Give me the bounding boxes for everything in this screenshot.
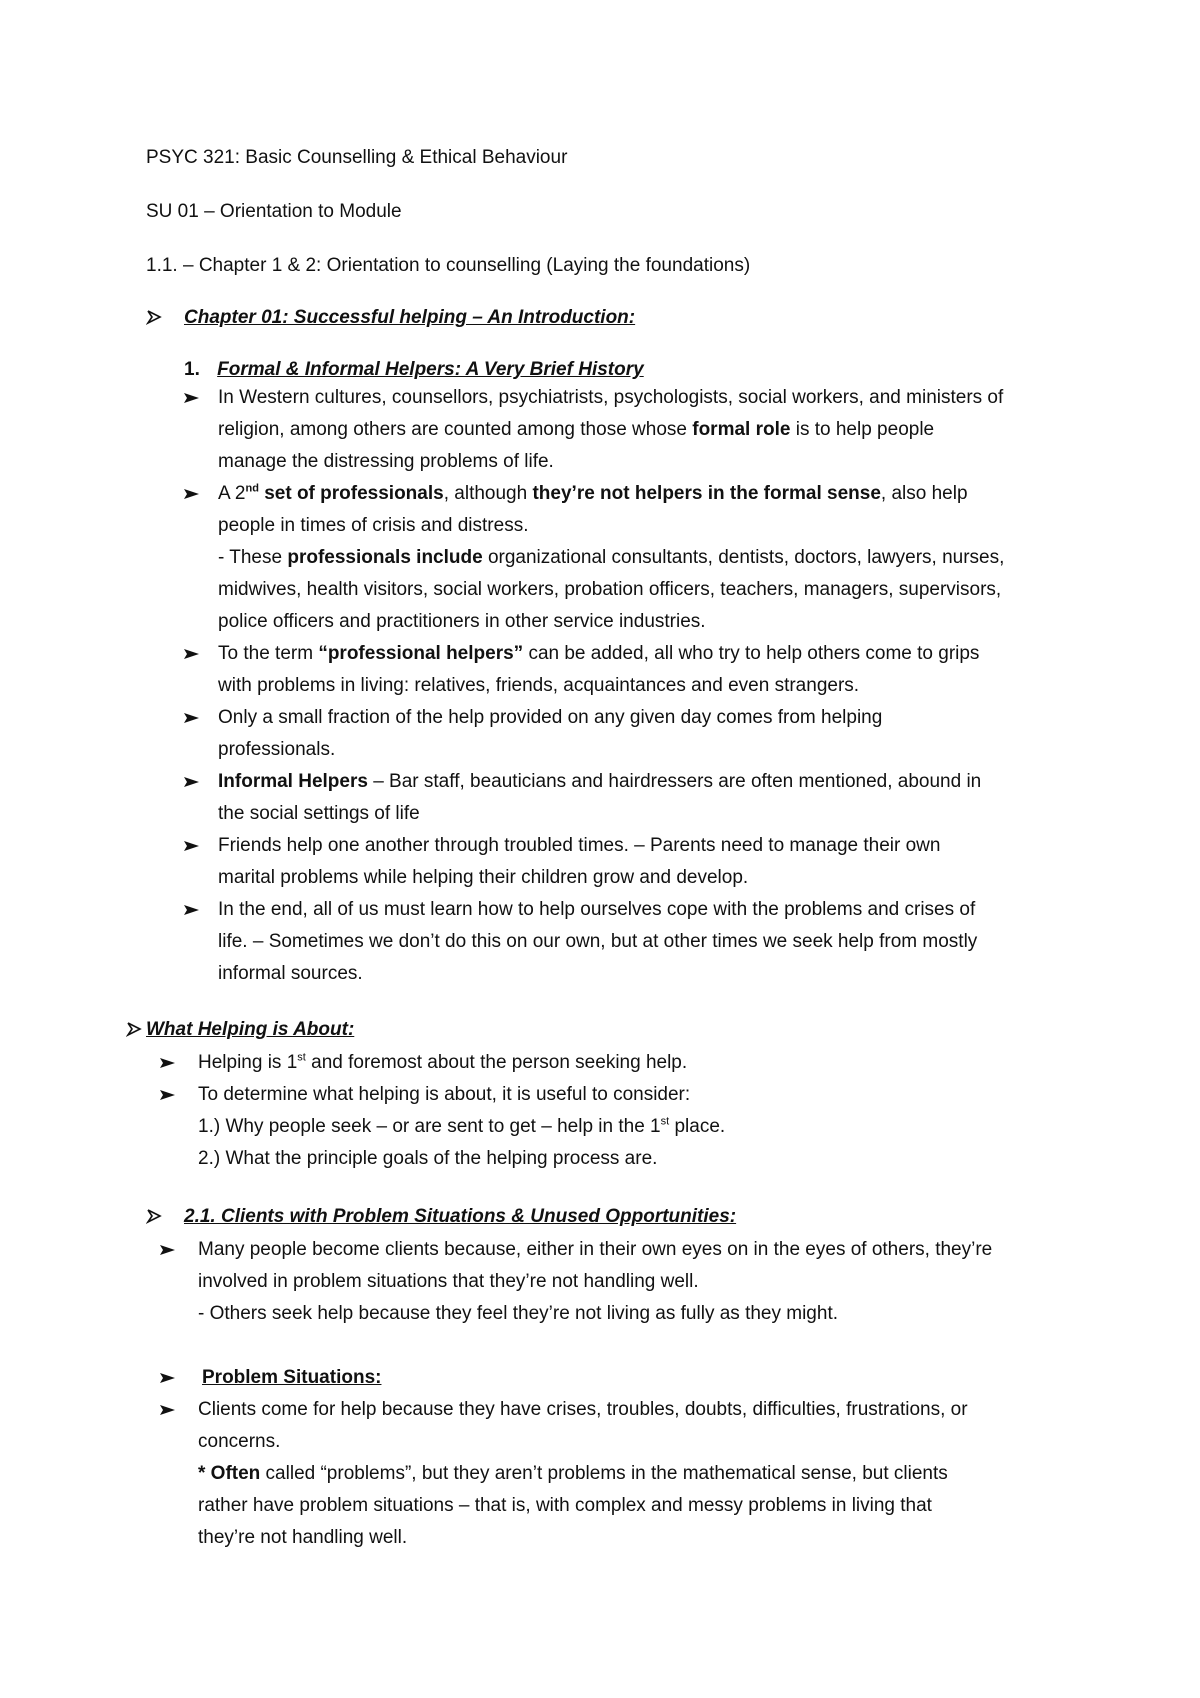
bullet-text: In the end, all of us must learn how to help ourselves cope with the problems and crises of [218, 899, 976, 920]
bullet-text: To determine what helping is about, it is useful to consider: [198, 1084, 691, 1105]
bullet-text: Clients come for help because they have crises, troubles, doubts, difficulties, frustrations, or [198, 1399, 968, 1420]
helping-heading: What Helping is About: [146, 1019, 355, 1040]
pointer-bullet-icon [184, 648, 200, 660]
bullet-text: religion, among others are counted among those whose formal role is to help people [218, 419, 935, 440]
bullet-text: rather have problem situations – that is, with complex and messy problems in living that [198, 1495, 932, 1516]
arrowhead-bullet-icon [126, 1021, 142, 1037]
pointer-bullet-icon [184, 840, 200, 852]
bullet-text: they’re not handling well. [198, 1527, 408, 1548]
list-item: 2.) What the principle goals of the helping process are. [198, 1148, 658, 1169]
bullet-text: with problems in living: relatives, friends, acquaintances and even strangers. [218, 675, 860, 696]
bullet-text: A 2nd set of professionals, although they’re not helpers in the formal sense, also help [218, 482, 968, 504]
problem-situations-heading: Problem Situations: [202, 1367, 382, 1388]
bullet-text: midwives, health visitors, social workers, probation officers, teachers, managers, supervisors, [218, 579, 1002, 600]
bullet-text: involved in problem situations that they’re not handling well. [198, 1271, 699, 1292]
bullet-text: professionals. [218, 739, 336, 760]
list-item: 1.) Why people seek – or are sent to get – help in the 1st place. [198, 1115, 726, 1137]
pointer-bullet-icon [184, 904, 200, 916]
chapter-heading: Chapter 01: Successful helping – An Introduction: [184, 307, 636, 328]
pointer-bullet-icon [184, 776, 200, 788]
bullet-text: police officers and practitioners in other service industries. [218, 611, 706, 632]
bullet-text: Only a small fraction of the help provided on any given day comes from helping [218, 707, 883, 728]
bullet-text: concerns. [198, 1431, 281, 1452]
bullet-text: Informal Helpers – Bar staff, beauticians and hairdressers are often mentioned, abound in [218, 771, 982, 792]
pointer-bullet-icon [184, 392, 200, 404]
bullet-text: the social settings of life [218, 803, 420, 824]
study-unit-title: SU 01 – Orientation to Module [146, 201, 402, 222]
bullet-text: Many people become clients because, either in their own eyes on in the eyes of others, they’re [198, 1239, 993, 1260]
bullet-text: life. – Sometimes we don’t do this on our own, but at other times we seek help from mostly [218, 931, 978, 952]
bullet-text: Helping is 1st and foremost about the person seeking help. [198, 1051, 688, 1073]
pointer-bullet-icon [160, 1244, 176, 1256]
pointer-bullet-icon [160, 1372, 176, 1384]
section-title: 1.1. – Chapter 1 & 2: Orientation to counselling (Laying the foundations) [146, 255, 751, 276]
bullet-text: In Western cultures, counsellors, psychiatrists, psychologists, social workers, and ministers of [218, 387, 1004, 408]
arrowhead-bullet-icon [146, 1208, 162, 1224]
course-title: PSYC 321: Basic Counselling & Ethical Behaviour [146, 147, 568, 168]
pointer-bullet-icon [160, 1089, 176, 1101]
bullet-text: manage the distressing problems of life. [218, 451, 554, 472]
bullet-text: * Often called “problems”, but they aren’t problems in the mathematical sense, but clients [198, 1463, 948, 1484]
bullet-text: Friends help one another through troubled times. – Parents need to manage their own [218, 835, 941, 856]
clients-heading: 2.1. Clients with Problem Situations & Unused Opportunities: [184, 1206, 737, 1227]
bullet-text: To the term “professional helpers” can be added, all who try to help others come to grips [218, 643, 980, 664]
bullet-text: - These professionals include organizational consultants, dentists, doctors, lawyers, nurses, [218, 547, 1005, 568]
bullet-text: marital problems while helping their children grow and develop. [218, 867, 749, 888]
pointer-bullet-icon [184, 712, 200, 724]
bullet-text: people in times of crisis and distress. [218, 515, 529, 536]
bullet-text: - Others seek help because they feel they’re not living as fully as they might. [198, 1303, 838, 1324]
arrowhead-bullet-icon [146, 309, 162, 325]
pointer-bullet-icon [160, 1057, 176, 1069]
subheading-formal-informal: 1. Formal & Informal Helpers: A Very Brief History [184, 359, 644, 380]
bullet-text: informal sources. [218, 963, 363, 984]
pointer-bullet-icon [160, 1404, 176, 1416]
pointer-bullet-icon [184, 488, 200, 500]
